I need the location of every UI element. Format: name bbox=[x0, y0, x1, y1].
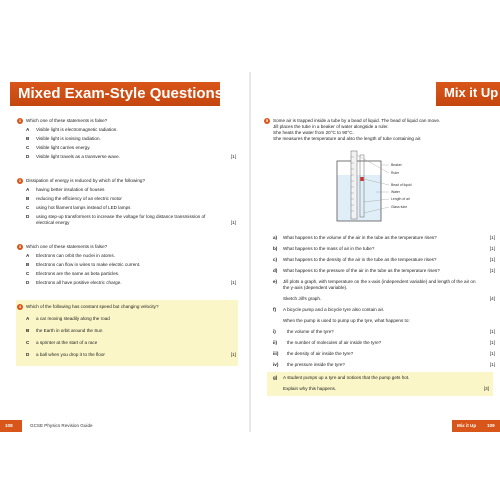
question-2 bbox=[18, 178, 236, 226]
mark: [1] bbox=[489, 329, 495, 334]
part-id: ii) bbox=[273, 340, 278, 345]
option-letter: A bbox=[26, 253, 30, 258]
part-text: Explain why this happens. bbox=[283, 386, 337, 391]
part-g-text bbox=[273, 375, 489, 381]
part-id: a) bbox=[273, 235, 278, 240]
page-title: Mix it Up bbox=[444, 85, 499, 100]
part-e bbox=[273, 279, 495, 291]
part-text: the pressure inside the tyre? bbox=[287, 362, 345, 367]
mark: [1] bbox=[230, 154, 236, 159]
page-number: 108 bbox=[5, 423, 13, 428]
intro-line: She measures the temperature and also the length of tube containing air. bbox=[273, 136, 422, 141]
option-a bbox=[26, 187, 236, 193]
part-id: g) bbox=[273, 375, 278, 380]
part-id: i) bbox=[273, 329, 276, 334]
intro-line: Jill places the tube in a beaker of water alongside a ruler. bbox=[273, 124, 389, 129]
option-c bbox=[26, 271, 236, 277]
mark: [1] bbox=[489, 362, 495, 367]
mark: [1] bbox=[489, 351, 495, 356]
option-text: Electrons all have positive electric charge. bbox=[36, 280, 122, 285]
question-3 bbox=[18, 244, 236, 286]
option-text: Electrons are the same as beta particles. bbox=[36, 271, 120, 276]
option-d bbox=[26, 154, 236, 160]
part-f-iv bbox=[273, 362, 495, 368]
mark: [1] bbox=[489, 340, 495, 345]
ruler bbox=[351, 151, 357, 219]
option-letter: A bbox=[26, 187, 30, 192]
part-id: b) bbox=[273, 246, 278, 251]
part-text: What happens to the volume of the air in the tube as the temperature rises? bbox=[283, 235, 437, 240]
option-d bbox=[26, 214, 236, 226]
part-id: iii) bbox=[273, 351, 279, 356]
intro-line: She heats the water from 20°C to 90°C. bbox=[273, 130, 354, 135]
option-text: Visible light is ionising radiation. bbox=[36, 136, 101, 141]
mark: [1] bbox=[489, 268, 495, 273]
option-letter: B bbox=[26, 262, 30, 267]
mark: [1] bbox=[230, 352, 236, 357]
part-f-prompt bbox=[273, 318, 495, 324]
option-text: having better insulation of houses bbox=[36, 187, 105, 192]
option-c bbox=[26, 205, 236, 211]
question-number: 3 bbox=[18, 244, 22, 249]
option-text: Visible light carries energy. bbox=[36, 145, 91, 150]
part-text: Sketch Jill's graph. bbox=[283, 296, 322, 301]
option-a bbox=[26, 316, 236, 322]
part-g-explain bbox=[273, 386, 489, 392]
diagram-label-length: Length of air bbox=[391, 197, 410, 201]
question-5-parts bbox=[273, 235, 495, 368]
part-e-sketch bbox=[273, 296, 495, 302]
part-text: A bicycle pump and a bicycle tyre also contain air. bbox=[283, 307, 385, 312]
intro-line: Some air is trapped inside a tube by a bead of liquid. The bead of liquid can move. bbox=[273, 118, 441, 123]
option-text: Electrons can flow in wires to make electric current. bbox=[36, 262, 141, 267]
part-b bbox=[273, 246, 495, 252]
question-text: Dissipation of energy is reduced by which of the following? bbox=[26, 178, 145, 183]
book-spread bbox=[0, 72, 500, 432]
part-text: When the pump is used to pump up the tyre, what happens to: bbox=[283, 318, 410, 323]
diagram-label-beaker: Beaker bbox=[391, 163, 402, 167]
option-text: using step-up transformers to increase the voltage for long distance transmission of electrical energy bbox=[36, 214, 206, 225]
part-f-iii bbox=[273, 351, 495, 357]
option-letter: C bbox=[26, 271, 30, 276]
book-title: GCSE Physics Revision Guide bbox=[30, 423, 93, 428]
mark: [4] bbox=[489, 296, 495, 301]
right-footer bbox=[251, 420, 500, 432]
question-number: 2 bbox=[18, 178, 22, 183]
diagram-label-tube: Glass tube bbox=[391, 205, 408, 209]
option-text: using hot filament lamps instead of LED lamps bbox=[36, 205, 131, 210]
option-text: a ball when you drop it to the floor bbox=[36, 352, 105, 357]
diagram-label-ruler: Ruler bbox=[391, 171, 400, 175]
part-text: Jill plots a graph, with temperature on the x-axis (independent variable) and length of the air on the y-axis (dependent variable). bbox=[283, 279, 476, 290]
part-f bbox=[273, 307, 495, 313]
question-text: Which of the following has constant speed but changing velocity? bbox=[26, 304, 159, 309]
part-text: the number of molecules of air inside the tyre? bbox=[287, 340, 382, 345]
option-b bbox=[26, 136, 236, 142]
part-text: What happens to the density of the air in the tube as the temperature rises? bbox=[283, 257, 437, 262]
option-letter: D bbox=[26, 154, 30, 159]
question-number: 5 bbox=[265, 118, 269, 123]
section-banner bbox=[10, 82, 224, 106]
option-text: a car moving steadily along the road bbox=[36, 316, 110, 321]
option-c bbox=[26, 340, 236, 346]
question-5 bbox=[265, 118, 493, 142]
mark: [3] bbox=[483, 386, 489, 391]
option-letter: D bbox=[26, 352, 30, 357]
question-1 bbox=[18, 118, 236, 160]
mark: [1] bbox=[230, 220, 236, 225]
part-id: d) bbox=[273, 268, 278, 273]
question-number: 4 bbox=[18, 304, 22, 309]
part-text: the density of air inside the tyre? bbox=[287, 351, 354, 356]
option-letter: A bbox=[26, 316, 30, 321]
part-id: f) bbox=[273, 307, 277, 312]
part-id: iv) bbox=[273, 362, 279, 367]
option-c bbox=[26, 145, 236, 151]
option-b bbox=[26, 328, 236, 334]
left-page bbox=[0, 72, 249, 432]
option-letter: D bbox=[26, 214, 30, 219]
question-text: Which one of these statements is false? bbox=[26, 118, 108, 123]
option-letter: B bbox=[26, 328, 30, 333]
part-f-ii bbox=[273, 340, 495, 346]
option-text: Electrons can orbit the nuclei in atoms. bbox=[36, 253, 115, 258]
option-letter: C bbox=[26, 145, 30, 150]
option-letter: A bbox=[26, 127, 30, 132]
bead-of-liquid bbox=[360, 177, 363, 181]
option-a bbox=[26, 253, 236, 259]
diagram-label-water: Water bbox=[391, 190, 400, 194]
option-text: the Earth in orbit around the Sun bbox=[36, 328, 103, 333]
section-banner bbox=[436, 82, 500, 106]
part-text: A student pumps up a tyre and notices that the pump gets hot. bbox=[283, 375, 410, 380]
part-text: What happens to the mass of air in the tube? bbox=[283, 246, 375, 251]
part-c bbox=[273, 257, 495, 263]
option-d bbox=[26, 280, 236, 286]
mark: [1] bbox=[230, 280, 236, 285]
option-letter: B bbox=[26, 196, 30, 201]
question-4 bbox=[18, 304, 236, 358]
page-title: Mixed Exam-Style Questions bbox=[18, 85, 224, 102]
option-letter: B bbox=[26, 136, 30, 141]
mark: [1] bbox=[489, 246, 495, 251]
option-b bbox=[26, 196, 236, 202]
part-d bbox=[273, 268, 495, 274]
option-b bbox=[26, 262, 236, 268]
option-letter: D bbox=[26, 280, 30, 285]
option-letter: C bbox=[26, 340, 30, 345]
question-text: Which one of these statements is false? bbox=[26, 244, 108, 249]
option-a bbox=[26, 127, 236, 133]
page-number: 109 bbox=[487, 423, 495, 428]
mark: [1] bbox=[489, 257, 495, 262]
part-f-i bbox=[273, 329, 495, 335]
left-footer bbox=[0, 420, 249, 432]
footer-title: Mix it Up bbox=[457, 423, 477, 428]
option-text: Visible light is electromagnetic radiation. bbox=[36, 127, 118, 132]
option-text: a sprinter at the start of a race bbox=[36, 340, 98, 345]
part-id: c) bbox=[273, 257, 278, 262]
part-text: the volume of the tyre? bbox=[287, 329, 334, 334]
option-letter: C bbox=[26, 205, 30, 210]
question-number: 1 bbox=[18, 118, 22, 123]
water bbox=[338, 175, 381, 221]
part-text: What happens to the pressure of the air in the tube as the temperature rises? bbox=[283, 268, 440, 273]
part-id: e) bbox=[273, 279, 278, 284]
part-g bbox=[273, 375, 489, 392]
diagram-label-bead: Bead of liquid bbox=[391, 183, 412, 187]
option-text: reducing the efficiency of an electric motor bbox=[36, 196, 122, 201]
part-a bbox=[273, 235, 495, 241]
right-page bbox=[251, 72, 500, 432]
option-text: Visible light travels as a transverse wave. bbox=[36, 154, 120, 159]
option-d bbox=[26, 352, 236, 358]
mark: [1] bbox=[489, 235, 495, 240]
